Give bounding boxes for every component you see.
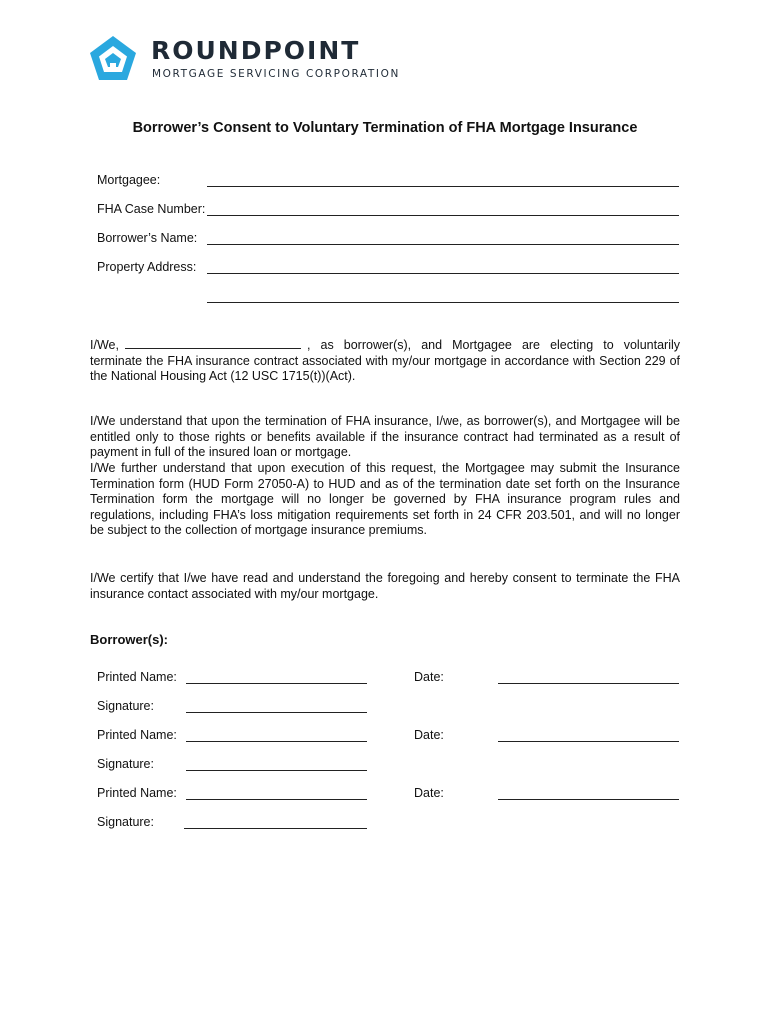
mortgagee-label: Mortgagee: bbox=[97, 173, 161, 187]
form-title: Borrower’s Consent to Voluntary Termination of FHA Mortgage Insurance bbox=[132, 120, 638, 136]
date-field-1[interactable] bbox=[498, 683, 679, 684]
borrower-names-inline-field[interactable] bbox=[125, 336, 301, 349]
signature-label-3: Signature: bbox=[97, 815, 154, 829]
brand-name: ROUNDPOINT bbox=[151, 36, 361, 65]
mortgagee-field[interactable] bbox=[207, 186, 679, 187]
signature-field-3[interactable] bbox=[184, 828, 367, 829]
date-label-2: Date: bbox=[414, 728, 444, 742]
printed-name-label-3: Printed Name: bbox=[97, 786, 177, 800]
election-prefix: I/We, bbox=[90, 338, 119, 352]
signature-field-1[interactable] bbox=[186, 712, 367, 713]
printed-name-label-1: Printed Name: bbox=[97, 670, 177, 684]
company-logo bbox=[88, 34, 400, 84]
execution-paragraph: I/We further understand that upon execution of this request, the Mortgagee may submit the Insurance Termination form (HUD Form 27050-A) to HUD and as of the termination date set forth on the Insurance Termination form the mortgage will no longer be governed by FHA insurance program rules and regulations, including FHA’s loss mitigation requirements set forth in 24 CFR 203.501, and will no longer be subject to the collection of mortgage insurance premiums. bbox=[90, 461, 680, 538]
brand-tagline: MORTGAGE SERVICING CORPORATION bbox=[152, 68, 400, 80]
fha-case-number-label: FHA Case Number: bbox=[97, 202, 206, 216]
understanding-paragraph: I/We understand that upon the termination of FHA insurance, I/we, as borrower(s), and Mortgagee will be entitled only to those rights or benefits available if the insurance contract had terminated as a result of payment in full of the insured loan or mortgage. bbox=[90, 414, 680, 460]
printed-name-field-1[interactable] bbox=[186, 683, 367, 684]
date-field-2[interactable] bbox=[498, 741, 679, 742]
date-field-3[interactable] bbox=[498, 799, 679, 800]
borrowers-name-label: Borrower’s Name: bbox=[97, 231, 198, 245]
election-text: , as borrower(s), and Mortgagee are electing to voluntarily terminate the FHA insurance contract associated with my/our mortgage in accordance with Section 229 of the National Housing Act (12 USC 1715(t))(Act). bbox=[90, 338, 680, 384]
printed-name-field-2[interactable] bbox=[186, 741, 367, 742]
certification-paragraph: I/We certify that I/we have read and understand the foregoing and hereby consent to terminate the FHA insurance contact associated with my/our mortgage. bbox=[90, 571, 680, 601]
borrowers-name-field[interactable] bbox=[207, 244, 679, 245]
date-label-3: Date: bbox=[414, 786, 444, 800]
borrowers-heading: Borrower(s): bbox=[90, 632, 169, 647]
fha-case-number-field[interactable] bbox=[207, 215, 679, 216]
signature-label-1: Signature: bbox=[97, 699, 154, 713]
house-pentagon-icon bbox=[88, 34, 138, 84]
signature-label-2: Signature: bbox=[97, 757, 154, 771]
property-address-label: Property Address: bbox=[97, 260, 197, 274]
property-address-field-line1[interactable] bbox=[207, 273, 679, 274]
signature-field-2[interactable] bbox=[186, 770, 367, 771]
date-label-1: Date: bbox=[414, 670, 444, 684]
property-address-field-line2[interactable] bbox=[207, 302, 679, 303]
election-paragraph bbox=[90, 336, 680, 385]
printed-name-field-3[interactable] bbox=[186, 799, 367, 800]
printed-name-label-2: Printed Name: bbox=[97, 728, 177, 742]
